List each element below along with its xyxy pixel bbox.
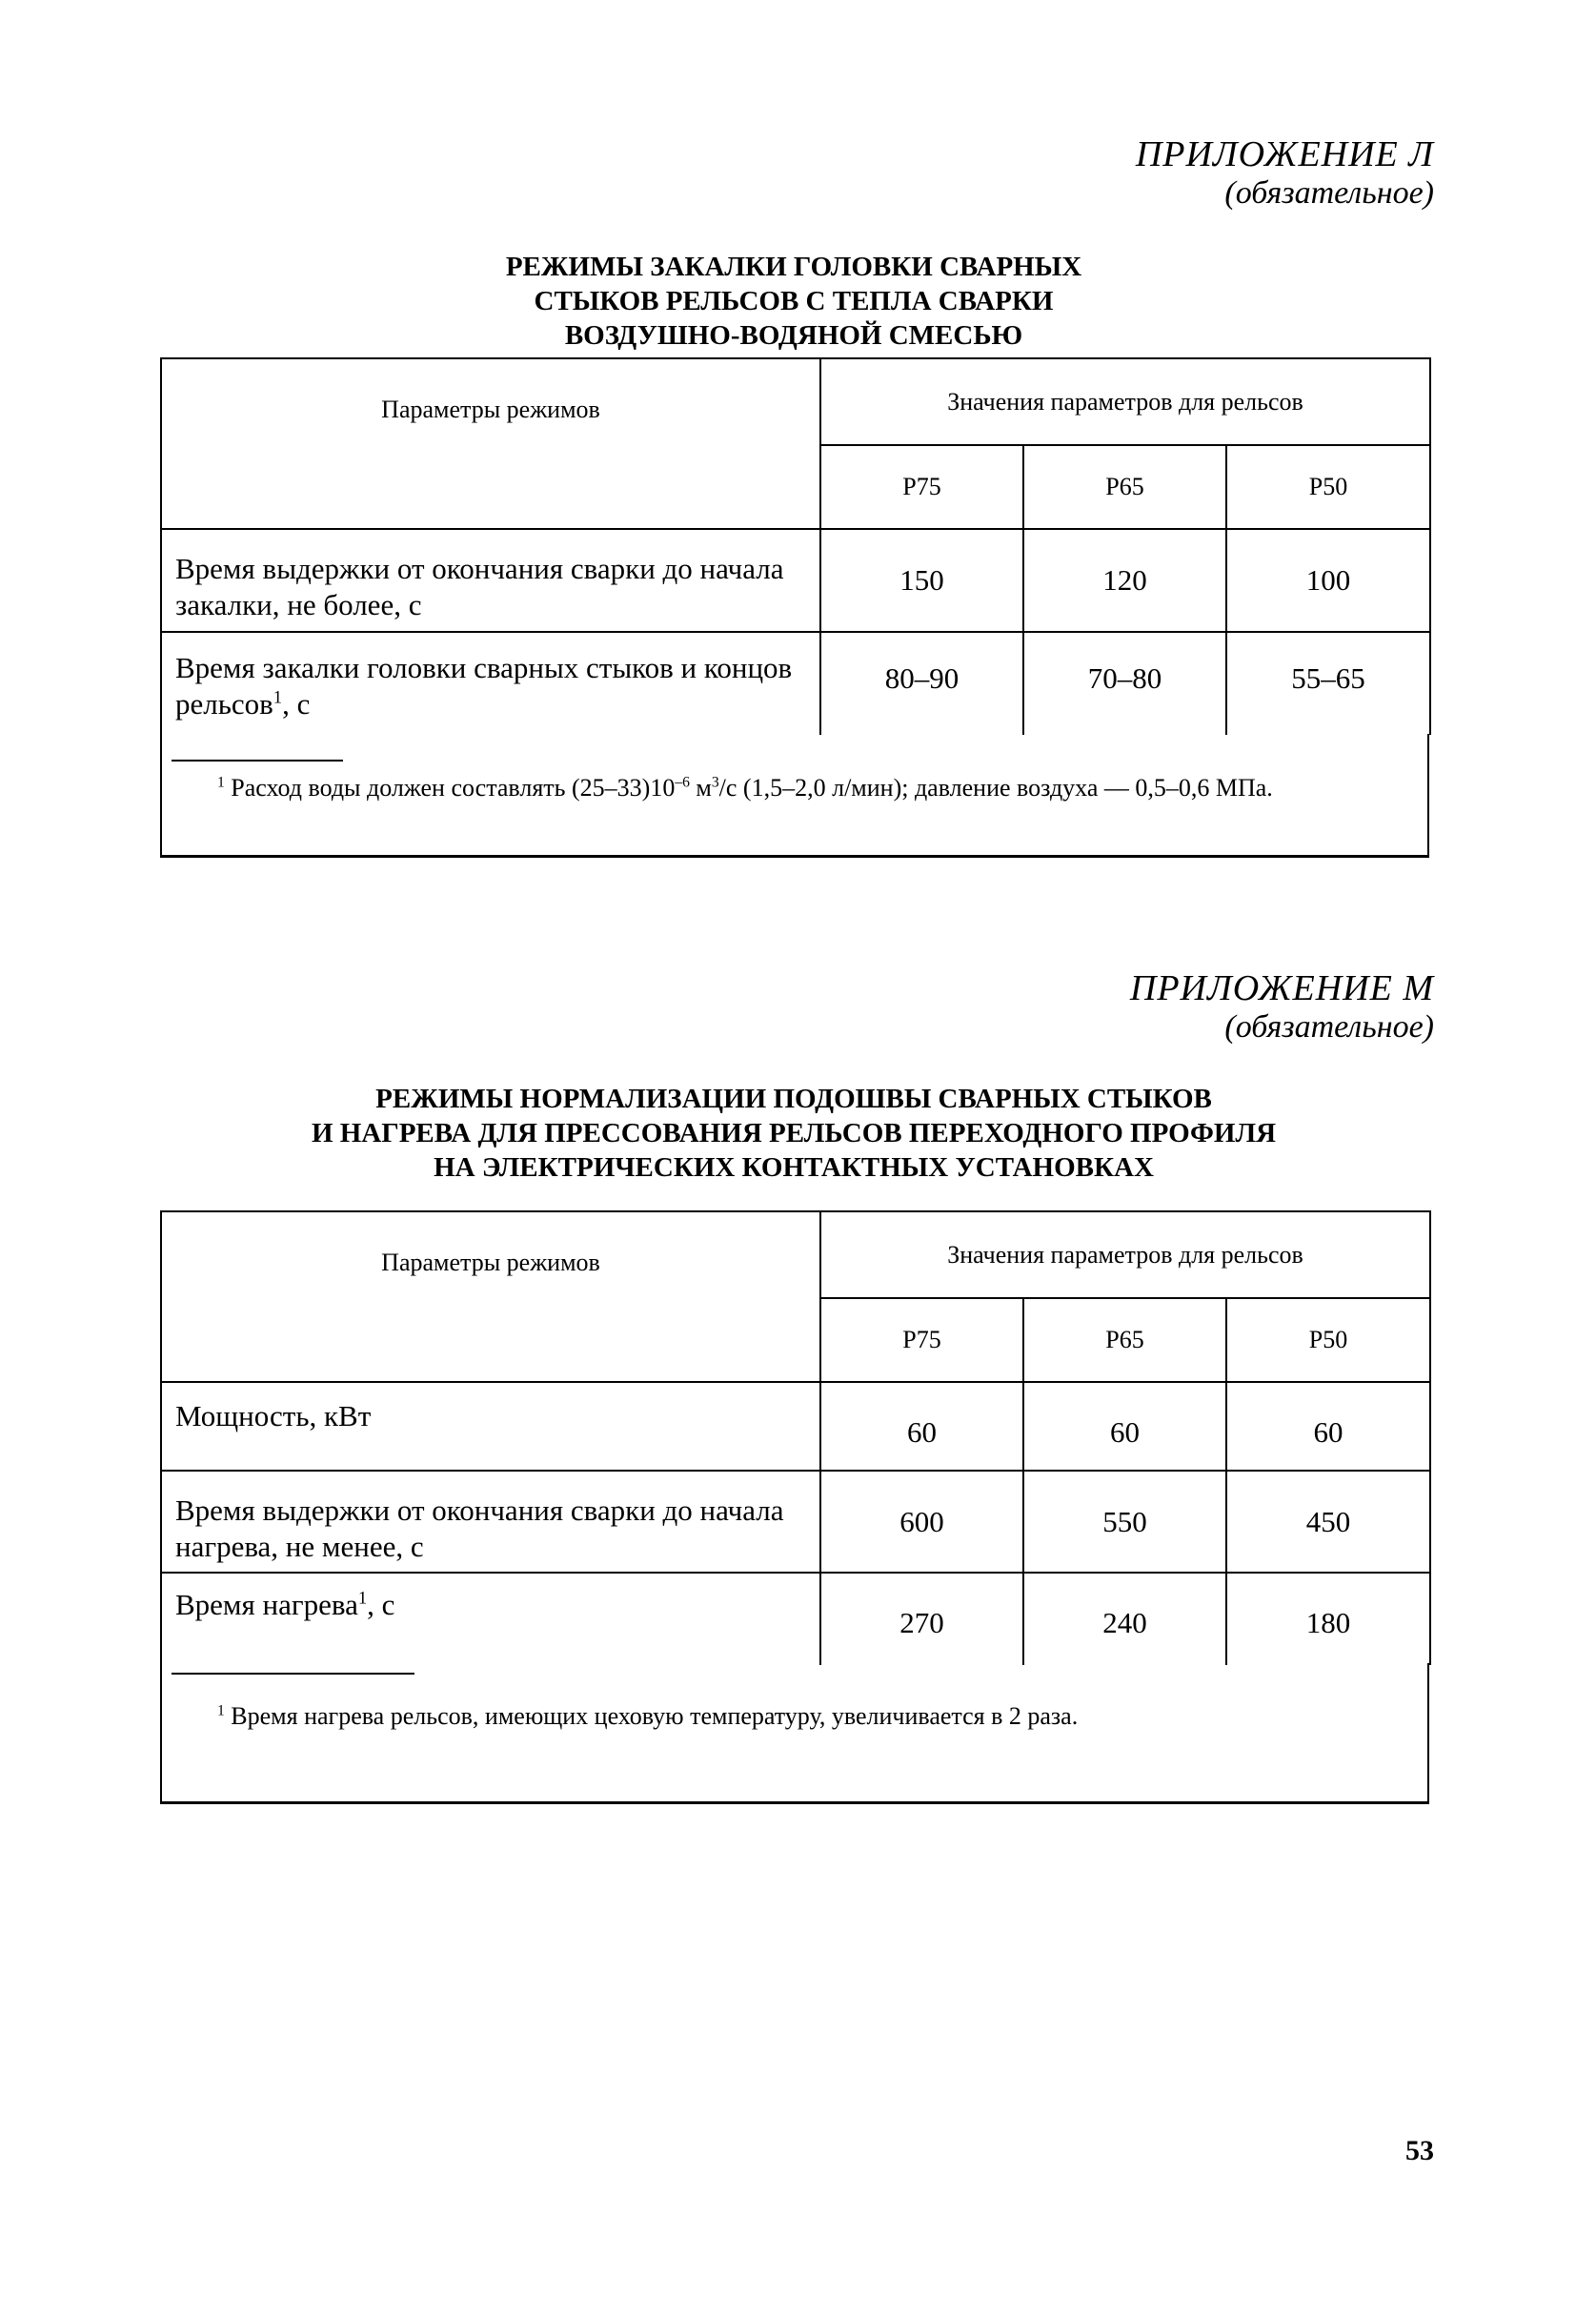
table-cell: 100 xyxy=(1226,529,1430,632)
footnote-mark: 1 xyxy=(217,1702,225,1719)
appendix-m-footnote xyxy=(164,1698,1424,1735)
param-suffix: , с xyxy=(282,687,311,721)
table-row-param: Время выдержки от окончания сварки до начала нагрева, не менее, с xyxy=(161,1471,820,1573)
table-row-param: Мощность, кВт xyxy=(161,1382,820,1471)
table-cell: 600 xyxy=(820,1471,1023,1573)
footnote-mark: 1 xyxy=(217,774,225,791)
appendix-l-name: ПРИЛОЖЕНИЕ Л xyxy=(1135,134,1434,174)
appendix-l-label xyxy=(1136,133,1434,212)
column-header-p75: Р75 xyxy=(820,1298,1023,1382)
table-cell: 450 xyxy=(1226,1471,1430,1573)
appendix-l-title xyxy=(160,250,1427,353)
table-row-param xyxy=(161,1573,820,1665)
column-header-p50: Р50 xyxy=(1226,1298,1430,1382)
param-suffix: , с xyxy=(367,1588,395,1621)
footnote-rule xyxy=(172,1673,414,1675)
appendix-l-table xyxy=(160,357,1431,735)
table-row-param: Время выдержки от окончания сварки до начала закалки, не более, с xyxy=(161,529,820,632)
param-header: Параметры режимов xyxy=(161,358,820,529)
param-text: Время закалки головки сварных стыков и концов рельсов xyxy=(175,651,793,721)
column-header-p65: Р65 xyxy=(1023,445,1226,529)
table-cell: 60 xyxy=(1023,1382,1226,1471)
table-cell: 180 xyxy=(1226,1573,1430,1665)
table-cell: 240 xyxy=(1023,1573,1226,1665)
appendix-m-title-line: НА ЭЛЕКТРИЧЕСКИХ КОНТАКТНЫХ УСТАНОВКАХ xyxy=(434,1152,1154,1183)
column-header-p50: Р50 xyxy=(1226,445,1430,529)
footnote-text-a: Расход воды должен составлять (25–33)10 xyxy=(231,774,676,802)
footnote-text-b: м xyxy=(689,774,712,802)
appendix-m-title-line: И НАГРЕВА ДЛЯ ПРЕССОВАНИЯ РЕЛЬСОВ ПЕРЕХОДНОГО ПРОФИЛЯ xyxy=(311,1118,1277,1148)
appendix-l-footnote xyxy=(164,770,1424,806)
appendix-m-table xyxy=(160,1210,1431,1665)
page-number: 53 xyxy=(1405,2135,1434,2166)
footnote-ref: 1 xyxy=(357,1588,368,1609)
table-cell: 150 xyxy=(820,529,1023,632)
appendix-l-title-line: РЕЖИМЫ ЗАКАЛКИ ГОЛОВКИ СВАРНЫХ xyxy=(505,252,1082,282)
values-header: Значения параметров для рельсов xyxy=(820,1211,1430,1298)
appendix-l-title-line: СТЫКОВ РЕЛЬСОВ С ТЕПЛА СВАРКИ xyxy=(534,286,1054,316)
table-row-param xyxy=(161,632,820,735)
appendix-m-status: (обязательное) xyxy=(1224,1009,1434,1045)
footnote-exp: –6 xyxy=(675,774,690,791)
footnote-rule xyxy=(172,760,343,762)
table-cell: 120 xyxy=(1023,529,1226,632)
appendix-m-title xyxy=(160,1082,1427,1185)
appendix-l-title-line: ВОЗДУШНО-ВОДЯНОЙ СМЕСЬЮ xyxy=(564,320,1023,351)
column-header-p75: Р75 xyxy=(820,445,1023,529)
appendix-m-label xyxy=(1130,967,1434,1046)
param-text: Время нагрева xyxy=(175,1588,358,1621)
table-cell: 550 xyxy=(1023,1471,1226,1573)
appendix-l-status: (обязательное) xyxy=(1224,175,1434,211)
appendix-m-title-line: РЕЖИМЫ НОРМАЛИЗАЦИИ ПОДОШВЫ СВАРНЫХ СТЫКОВ xyxy=(375,1084,1212,1114)
appendix-m-name: ПРИЛОЖЕНИЕ М xyxy=(1129,968,1434,1008)
values-header: Значения параметров для рельсов xyxy=(820,358,1430,445)
table-cell: 60 xyxy=(820,1382,1023,1471)
footnote-text-c: /с (1,5–2,0 л/мин); давление воздуха — 0,5–0,6 МПа. xyxy=(718,774,1273,802)
param-header: Параметры режимов xyxy=(161,1211,820,1382)
footnote-ref: 1 xyxy=(273,687,283,708)
table-cell: 270 xyxy=(820,1573,1023,1665)
footnote-exp2: 3 xyxy=(711,774,719,791)
footnote-text: Время нагрева рельсов, имеющих цеховую температуру, увеличивается в 2 раза. xyxy=(231,1702,1079,1730)
column-header-p65: Р65 xyxy=(1023,1298,1226,1382)
table-cell: 55–65 xyxy=(1226,632,1430,735)
table-cell: 70–80 xyxy=(1023,632,1226,735)
table-cell: 80–90 xyxy=(820,632,1023,735)
table-cell: 60 xyxy=(1226,1382,1430,1471)
